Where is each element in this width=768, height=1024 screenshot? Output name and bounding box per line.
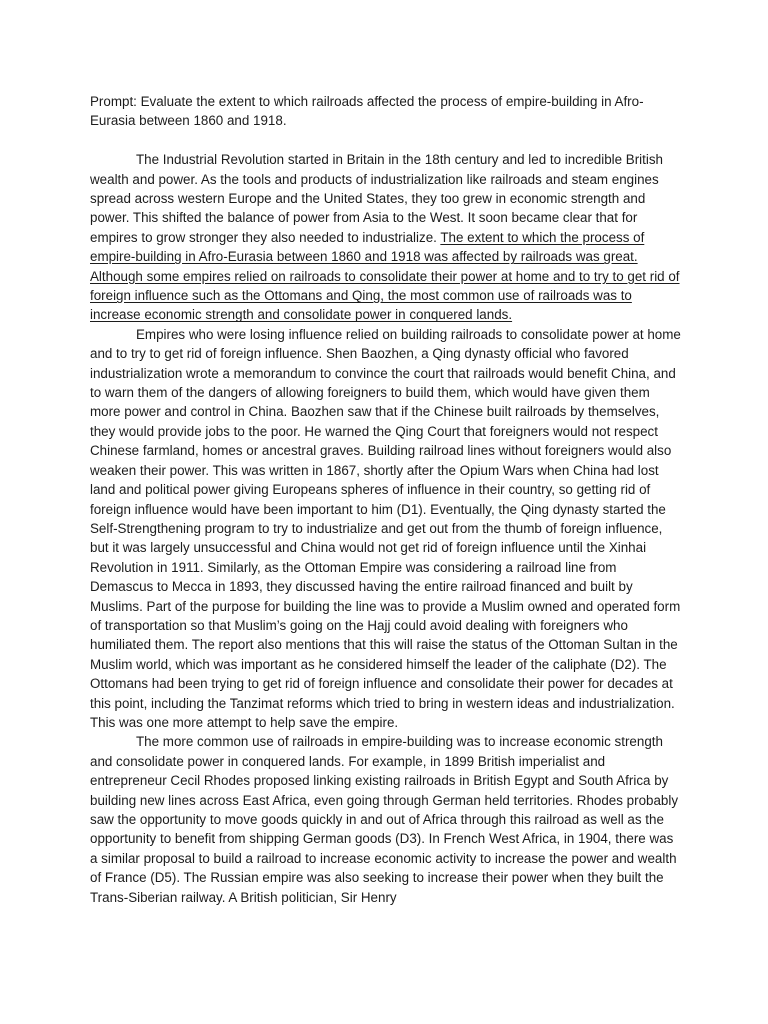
thesis-statement: The extent to which the process of empire-building in Afro-Eurasia between 1860 and 1918 was affected by railroads was great. Although some empires relied on railroads to consolidate their power at home and to try to get rid of foreign influence such as the Ottomans and Qing, the most common use of railroads was to increase economic strength and consolidate power in conquered lands. (90, 229, 680, 323)
body-paragraph-1: Empires who were losing influence relied on building railroads to consolidate power at home and to try to get rid of foreign influence. Shen Baozhen, a Qing dynasty official who favored industrialization wrote a memorandum to convince the court that railroads would benefit China, and to warn them of the dangers of allowing foreigners to build them, which would have given them more power and control in China. Baozhen saw that if the Chinese built railroads by themselves, they would provide jobs to the poor. He warned the Qing Court that foreigners would not respect Chinese farmland, homes or ancestral graves. Building railroad lines without foreigners would also weaken their power. This was written in 1867, shortly after the Opium Wars when China had lost land and political power giving Europeans spheres of influence in their country, so getting rid of foreign influence would have been important to him (D1). Eventually, the Qing dynasty started the Self-Strengthening program to try to industrialize and get out from the thumb of foreign influence, but it was largely unsuccessful and China would not get rid of foreign influence until the Xinhai Revolution in 1911. Similarly, as the Ottoman Empire was considering a railroad line from Demascus to Mecca in 1893, they discussed having the entire railroad financed and built by Muslims. Part of the purpose for building the line was to provide a Muslim owned and operated form of transportation so that Muslim’s going on the Hajj could avoid dealing with foreigners who humiliated them. The report also mentions that this will raise the status of the Ottoman Sultan in the Muslim world, which was important as he considered himself the leader of the caliphate (D2). The Ottomans had been trying to get rid of foreign influence and consolidate their power for decades at this point, including the Tanzimat reforms which tried to bring in western ideas and industrialization. This was one more attempt to help save the empire. (90, 326, 681, 730)
intro-paragraph (90, 150, 682, 325)
body-paragraph-2: The more common use of railroads in empire-building was to increase economic strength and consolidate power in conquered lands. For example, in 1899 British imperialist and entrepreneur Cecil Rhodes proposed linking existing railroads in British Egypt and South Africa by building new lines across East Africa, even going through German held territories. Rhodes probably saw the opportunity to move goods quickly in and out of Africa through this railroad as well as the opportunity to benefit from shipping German goods (D3). In French West Africa, in 1904, there was a similar proposal to build a railroad to increase economic activity to increase the power and wealth of France (D5). The Russian empire was also seeking to increase their power when they built the Trans-Siberian railway. A British politician, Sir Henry (90, 734, 679, 905)
document-body (90, 92, 682, 907)
essay-prompt: Prompt: Evaluate the extent to which railroads affected the process of empire-building in Afro-Eurasia between 1860 and 1918. (90, 94, 644, 129)
intro-text: The Industrial Revolution started in Britain in the 18th century and led to incredible British wealth and power. As the tools and products of industrialization like railroads and steam engines spread across western Europe and the United States, they too grew in economic strength and power. This shifted the balance of power from Asia to the West. It soon became clear that for empires to grow stronger they also needed to industrialize. (90, 152, 663, 245)
